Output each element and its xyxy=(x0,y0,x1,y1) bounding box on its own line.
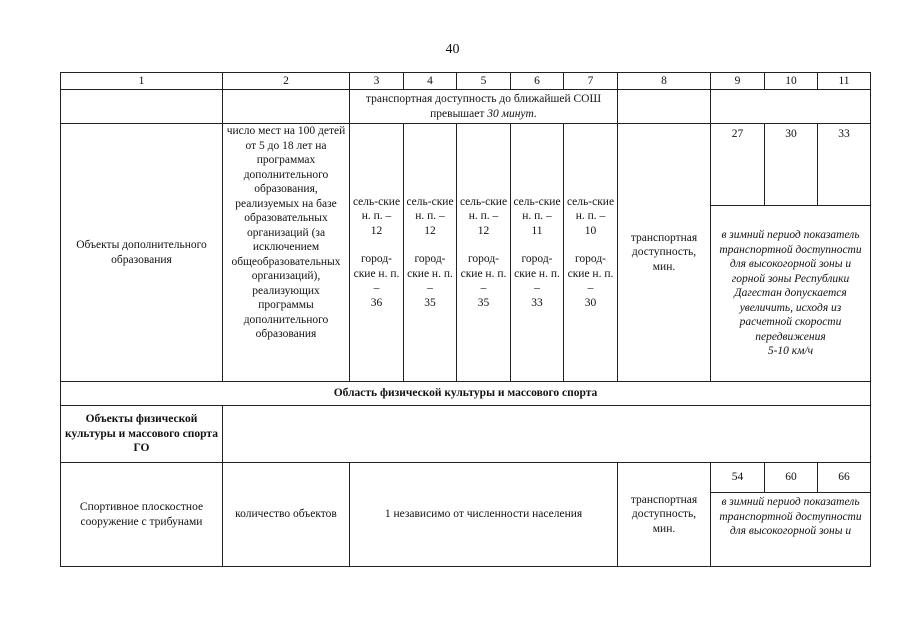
indicator-count: количество объектов xyxy=(223,463,350,567)
header-col-1: 1 xyxy=(61,73,223,90)
header-col-4: 4 xyxy=(404,73,457,90)
time-col-10: 30 xyxy=(765,124,818,206)
norms-table xyxy=(60,72,871,567)
indicator-places: число мест на 100 детей от 5 до 18 лет на программах дополнительного образования, реализуемых на базе образовательных организаций (за исключением общеобразовательных организаций), реализующих программы дополнительного образования xyxy=(223,124,350,382)
object-sports-facility: Спортивное плоскостное сооружение с трибунами xyxy=(61,463,223,567)
header-col-2: 2 xyxy=(223,73,350,90)
norm-col-5: сель-ские н. п. – 12 город-ские н. п. – 35 xyxy=(457,124,511,382)
winter-note-sports-facility: в зимний период показатель транспортной доступности для высокогорной зоны и xyxy=(711,493,871,567)
continuation-note: транспортная доступность до ближайшей СОШ превышает 30 минут. xyxy=(350,90,618,124)
header-col-8: 8 xyxy=(618,73,711,90)
time-col-11: 66 xyxy=(818,463,871,493)
row-additional-education xyxy=(61,124,871,206)
winter-note-additional-education: в зимний период показатель транспортной доступности для высокогорной зоны и горной зоны Республики Дагестан допускается увеличить, исходя из расчетной скорости передвижения 5-10 км/ч xyxy=(711,206,871,382)
header-col-3: 3 xyxy=(350,73,404,90)
header-row xyxy=(61,73,871,90)
header-col-7: 7 xyxy=(564,73,618,90)
header-col-6: 6 xyxy=(511,73,564,90)
norm-col-3: сель-ские н. п. – 12 город-ские н. п. – 36 xyxy=(350,124,404,382)
time-col-11: 33 xyxy=(818,124,871,206)
time-col-9: 54 xyxy=(711,463,765,493)
header-col-5: 5 xyxy=(457,73,511,90)
access-additional-education: транспортная доступность, мин. xyxy=(618,124,711,382)
section-row xyxy=(61,382,871,406)
header-col-9: 9 xyxy=(711,73,765,90)
time-col-9: 27 xyxy=(711,124,765,206)
page-number: 40 xyxy=(445,42,460,57)
subsection-title: Объекты физической культуры и массового спорта ГО xyxy=(61,406,223,463)
continuation-row xyxy=(61,90,871,124)
header-col-10: 10 xyxy=(765,73,818,90)
norm-col-7: сель-ские н. п. – 10 город-ские н. п. – 30 xyxy=(564,124,618,382)
norm-col-4: сель-ские н. п. – 12 город-ские н. п. – 35 xyxy=(404,124,457,382)
object-additional-education: Объекты дополнительного образования xyxy=(61,124,223,382)
norm-col-6: сель-ские н. п. – 11 город-ские н. п. – 33 xyxy=(511,124,564,382)
time-col-10: 60 xyxy=(765,463,818,493)
access-sports-facility: транспортная доступность, мин. xyxy=(618,463,711,567)
row-sports-facility xyxy=(61,463,871,493)
subsection-row xyxy=(61,406,871,463)
section-title: Область физической культуры и массового спорта xyxy=(61,382,871,406)
norm-sports-facility: 1 независимо от численности населения xyxy=(350,463,618,567)
header-col-11: 11 xyxy=(818,73,871,90)
